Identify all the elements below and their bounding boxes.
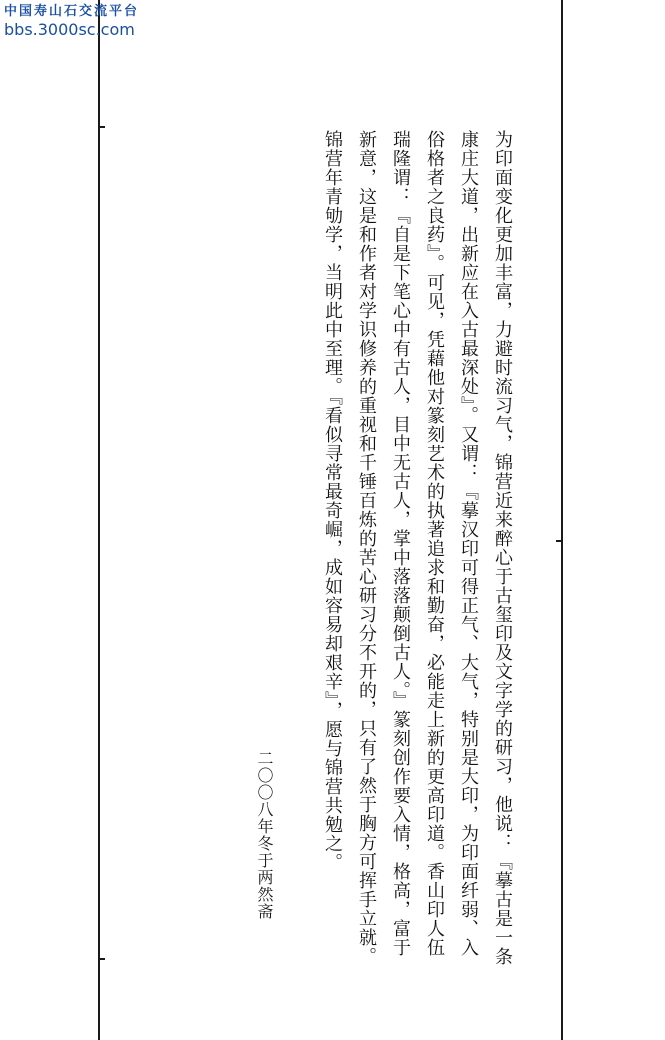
watermark-url: bbs.3000sc.com	[4, 19, 135, 39]
text-column-1: 为印面变化更加丰富，力避时流习气，锦营近来醉心于古玺印及文字学的研习，他说：『摹古是一条	[492, 130, 513, 966]
text-column-5: 新意，这是和作者对学识修养的重视和千锤百炼的苦心研习分不开的，只有了然于胸方可挥手立就。	[356, 130, 377, 966]
text-column-2: 康庄大道，出新应在入古最深处』。又谓：『摹汉印可得正气、大气，特别是大印，为印面纤弱、入	[458, 130, 479, 957]
text-column-6: 锦营年青劬学，当明此中至理。『看似寻常最奇崛，成如容易却艰辛』，愿与锦营共勉之。	[322, 130, 343, 872]
vertical-text-body	[319, 130, 515, 990]
border-tick	[100, 958, 105, 960]
watermark-title: 中国寿山石交流平台	[4, 4, 140, 19]
date-signature: 二〇〇八年冬于两然斋	[255, 750, 274, 920]
text-column-4: 瑞隆谓：『自是下笔心中有古人，目中无古人，掌中落落颠倒古人。』篆刻创作要入情，格高，富于	[390, 130, 411, 957]
border-tick	[556, 540, 561, 542]
forum-watermark	[4, 4, 139, 39]
text-column-3: 俗格者之良药』。可见，凭藉他对篆刻艺术的执著追求和勤奋，必能走上新的更高印道。香山印人伍	[424, 130, 445, 957]
right-border-line	[561, 0, 563, 1040]
left-border-line	[98, 0, 100, 1040]
border-tick	[100, 126, 105, 128]
